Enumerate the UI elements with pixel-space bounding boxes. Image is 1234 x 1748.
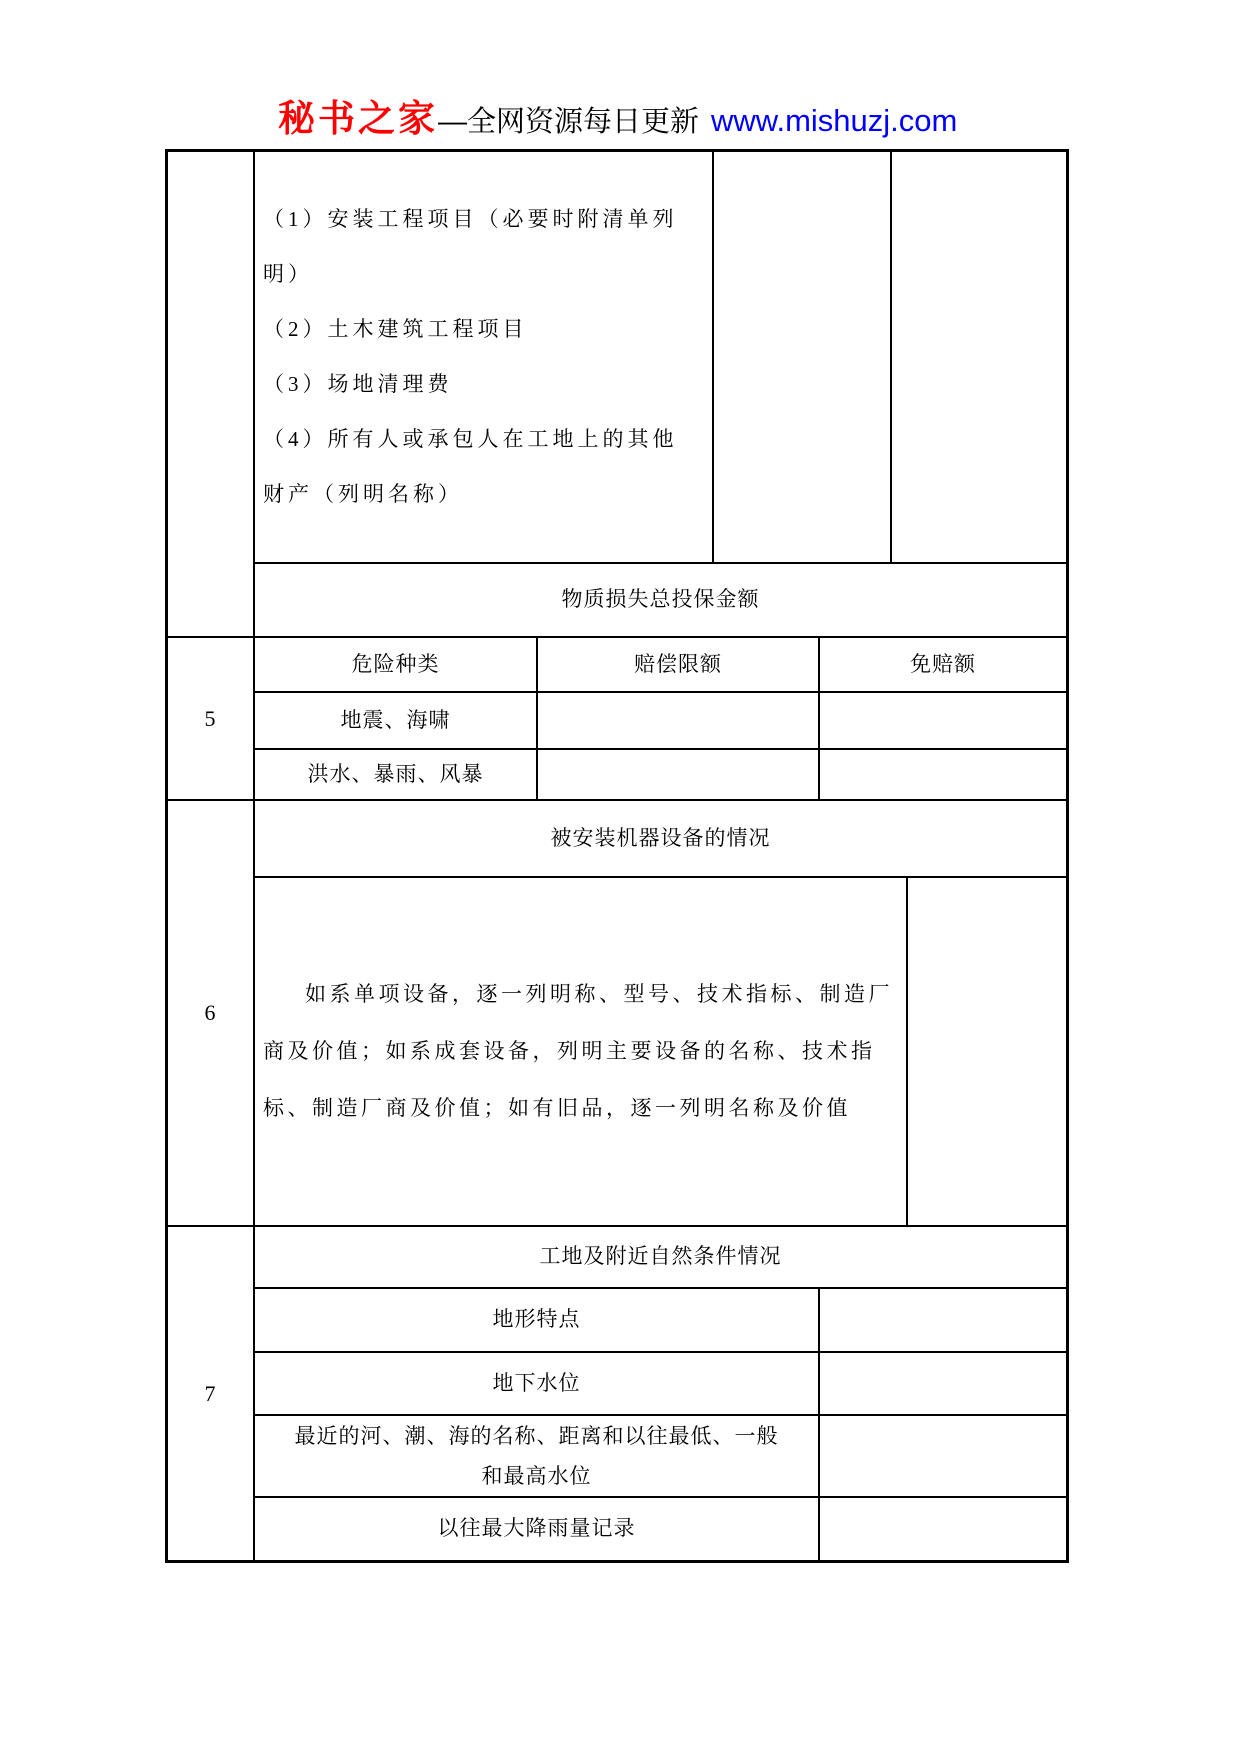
banner-tagline: 全网资源每日更新 bbox=[467, 106, 700, 138]
deductible-header: 免赔额 bbox=[820, 638, 1066, 693]
risk-row-earthquake-label: 地震、海啸 bbox=[255, 693, 538, 750]
risk-row-flood-deductible-cell bbox=[820, 750, 1066, 801]
machinery-description-cell bbox=[255, 878, 908, 1227]
nearest-river-value-cell bbox=[820, 1416, 1066, 1498]
insured-item-4: （4）所有人或承包人在工地上的其他财产（列明名称） bbox=[263, 427, 678, 506]
terrain-value-cell bbox=[820, 1289, 1066, 1353]
row-number-blank-cell bbox=[168, 152, 255, 638]
site-url-link[interactable]: www.mishuzj.com bbox=[711, 103, 958, 138]
row-number-5: 5 bbox=[168, 638, 255, 801]
insured-items-value-cell-2 bbox=[892, 152, 1066, 564]
site-name: 秘书之家 bbox=[278, 98, 438, 139]
nearest-river-label: 最近的河、潮、海的名称、距离和以往最低、一般和最高水位 bbox=[255, 1416, 820, 1498]
insured-item-3: （3）场地清理费 bbox=[263, 372, 453, 396]
banner-dash: — bbox=[438, 106, 467, 138]
insured-items-cell bbox=[255, 152, 714, 564]
row-number-7: 7 bbox=[168, 1227, 255, 1560]
insurance-form-table bbox=[165, 149, 1069, 1563]
groundwater-value-cell bbox=[820, 1353, 1066, 1416]
insured-item-1: （1）安装工程项目（必要时附清单列明） bbox=[263, 207, 678, 286]
terrain-label: 地形特点 bbox=[255, 1289, 820, 1353]
risk-type-header: 危险种类 bbox=[255, 638, 538, 693]
insured-item-2: （2）土木建筑工程项目 bbox=[263, 317, 528, 341]
total-sum-insured-label: 物质损失总投保金额 bbox=[255, 564, 1066, 638]
risk-row-flood-label: 洪水、暴雨、风暴 bbox=[255, 750, 538, 801]
max-rainfall-label: 以往最大降雨量记录 bbox=[255, 1498, 820, 1560]
risk-row-earthquake-deductible-cell bbox=[820, 693, 1066, 750]
site-banner bbox=[278, 88, 957, 142]
groundwater-label: 地下水位 bbox=[255, 1353, 820, 1416]
risk-row-flood-limit-cell bbox=[538, 750, 820, 801]
max-rainfall-value-cell bbox=[820, 1498, 1066, 1560]
risk-row-earthquake-limit-cell bbox=[538, 693, 820, 750]
indemnity-limit-header: 赔偿限额 bbox=[538, 638, 820, 693]
machinery-value-cell bbox=[908, 878, 1066, 1227]
row-number-6: 6 bbox=[168, 801, 255, 1227]
machinery-section-title: 被安装机器设备的情况 bbox=[255, 801, 1066, 878]
site-conditions-title: 工地及附近自然条件情况 bbox=[255, 1227, 1066, 1289]
machinery-description-text: 如系单项设备，逐一列明称、型号、技术指标、制造厂商及价值；如系成套设备，列明主要设备的名称、技术指标、制造厂商及价值；如有旧品，逐一列明名称及价值 bbox=[263, 982, 893, 1120]
insured-items-value-cell-1 bbox=[714, 152, 892, 564]
